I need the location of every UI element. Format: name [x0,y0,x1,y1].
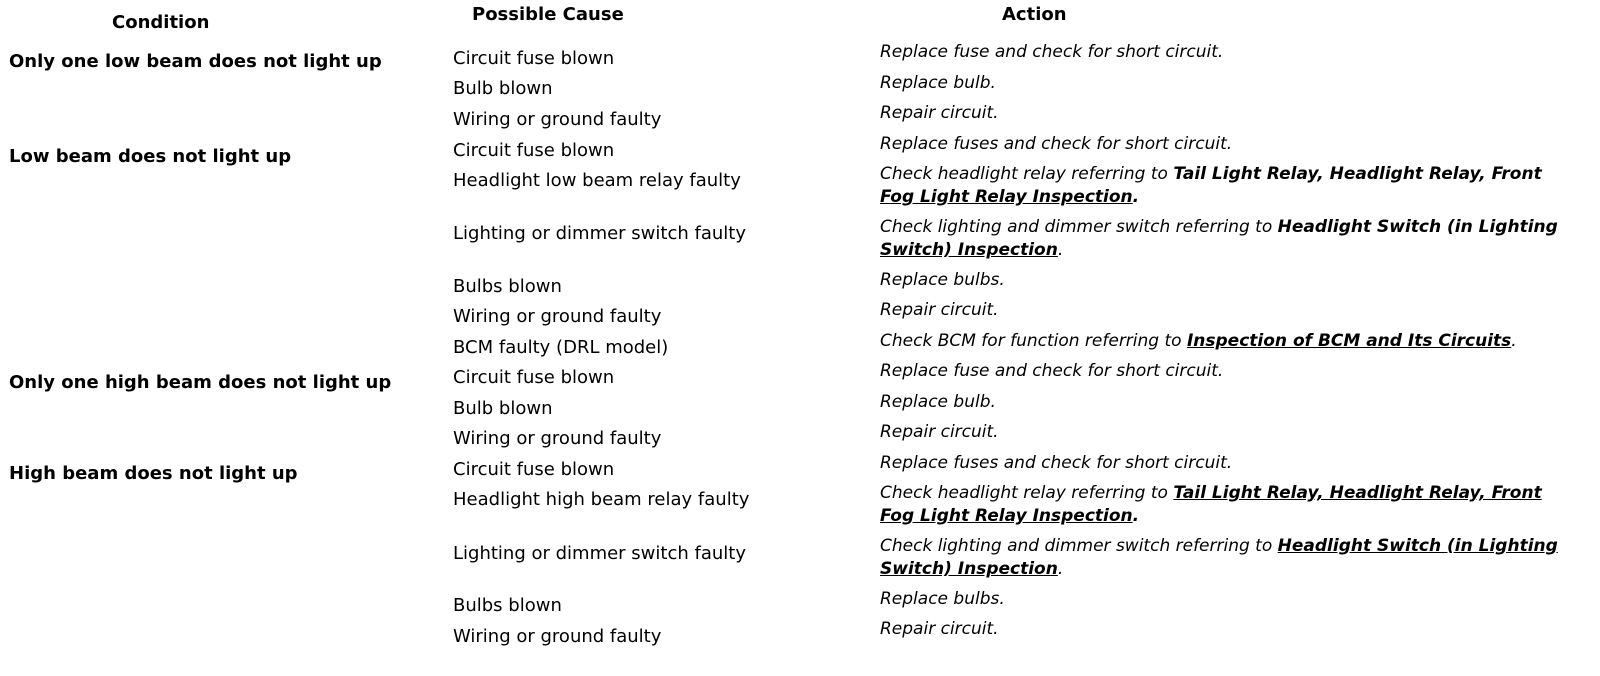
action-item: Repair circuit. [880,619,999,639]
action-item: Check headlight relay referring to Tail Light Relay, Headlight Relay, Front Fog Light Relay Inspection. [880,483,1542,526]
reference-text: Headlight Switch (in Lighting [1277,217,1558,237]
cause-item: Lighting or dimmer switch faulty [453,223,746,244]
header-condition: Condition [112,12,210,33]
bcm-inspection-link[interactable]: Inspection of BCM and Its Circuits [1186,331,1512,351]
action-item: Replace bulbs. [880,589,1005,609]
action-item: Replace fuse and check for short circuit. [880,42,1224,62]
headlight-switch-inspection-link-cont[interactable]: Switch) Inspection [880,559,1058,579]
cause-item: Wiring or ground faulty [453,428,662,449]
cause-item: Bulbs blown [453,595,562,616]
condition-high-beam: High beam does not light up [9,463,298,484]
cause-item: Wiring or ground faulty [453,109,662,130]
action-item: Replace bulb. [880,73,996,93]
headlight-switch-inspection-link[interactable]: Headlight Switch (in Lighting [1277,536,1558,556]
action-item: Repair circuit. [880,422,999,442]
cause-item: Bulbs blown [453,276,562,297]
cause-item: Circuit fuse blown [453,459,615,480]
action-item: Check lighting and dimmer switch referring to Headlight Switch (in Lighting Switch) Inspection. [880,536,1558,579]
action-item: Replace fuse and check for short circuit. [880,361,1224,381]
condition-only-one-high-beam: Only one high beam does not light up [9,372,392,393]
cause-item: Bulb blown [453,78,553,99]
header-action: Action [1002,4,1067,25]
condition-low-beam: Low beam does not light up [9,146,292,167]
cause-item: Circuit fuse blown [453,140,615,161]
reference-text: Tail Light Relay, Headlight Relay, Front [1173,164,1542,184]
cause-item: Circuit fuse blown [453,367,615,388]
relay-inspection-link-cont[interactable]: Fog Light Relay Inspection [880,506,1133,526]
headlight-switch-inspection-link[interactable]: Switch) Inspection [880,240,1058,260]
cause-item: Headlight low beam relay faulty [453,170,741,191]
relay-inspection-link[interactable]: Tail Light Relay, Headlight Relay, Front [1173,483,1542,503]
action-item: Replace fuses and check for short circuit. [880,134,1233,154]
header-possible-cause: Possible Cause [472,4,624,25]
cause-item: Bulb blown [453,398,553,419]
cause-item: Lighting or dimmer switch faulty [453,543,746,564]
action-item: Replace fuses and check for short circuit. [880,453,1233,473]
action-item: Repair circuit. [880,300,999,320]
relay-inspection-link[interactable]: Fog Light Relay Inspection [880,187,1133,207]
action-item: Check lighting and dimmer switch referring to Headlight Switch (in Lighting Switch) Inspection. [880,217,1558,260]
action-item: Repair circuit. [880,103,999,123]
cause-item: Circuit fuse blown [453,48,615,69]
cause-item: BCM faulty (DRL model) [453,337,669,358]
cause-item: Headlight high beam relay faulty [453,489,750,510]
cause-item: Wiring or ground faulty [453,306,662,327]
action-item: Check headlight relay referring to Tail Light Relay, Headlight Relay, Front Fog Light Relay Inspection. [880,164,1542,207]
action-item: Check BCM for function referring to Inspection of BCM and Its Circuits. [880,331,1517,351]
cause-item: Wiring or ground faulty [453,626,662,647]
condition-only-one-low-beam: Only one low beam does not light up [9,51,382,72]
action-item: Replace bulbs. [880,270,1005,290]
action-item: Replace bulb. [880,392,996,412]
